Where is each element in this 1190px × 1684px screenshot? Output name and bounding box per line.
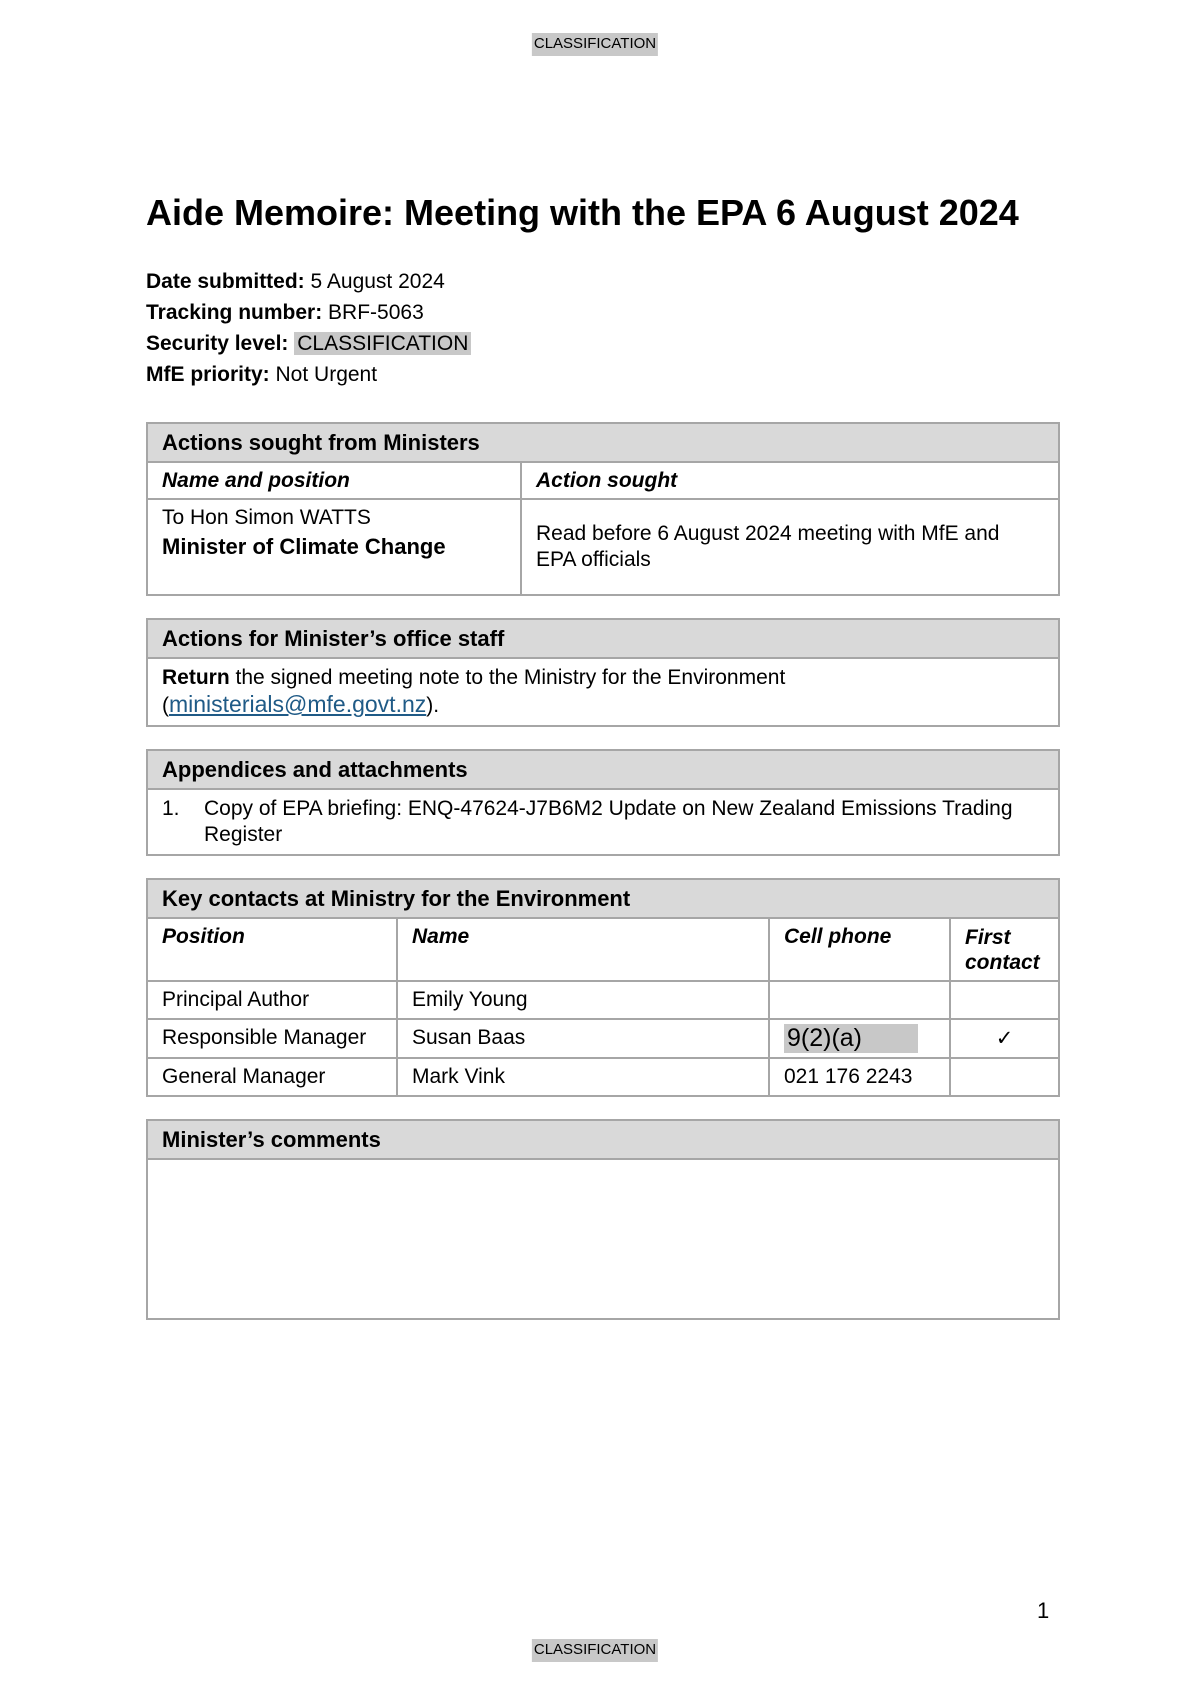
return-text: the signed meeting note to the Ministry for the Environment bbox=[229, 666, 786, 689]
appendix-number: 1. bbox=[162, 797, 180, 820]
page-number: 1 bbox=[1037, 1598, 1050, 1623]
office-staff-table bbox=[146, 618, 1060, 727]
actions-sought-heading: Actions sought from Ministers bbox=[147, 423, 1059, 462]
security-label: Security level: bbox=[146, 332, 289, 355]
col-action-sought: Action sought bbox=[521, 462, 1059, 499]
appendix-item bbox=[147, 789, 1059, 855]
classification-header: CLASSIFICATION bbox=[532, 33, 658, 56]
key-contacts-table bbox=[146, 878, 1060, 1097]
ministers-comments-table bbox=[146, 1119, 1060, 1320]
col-position: Position bbox=[147, 918, 397, 981]
date-value: 5 August 2024 bbox=[310, 270, 445, 293]
contact-name: Susan Baas bbox=[397, 1019, 769, 1058]
date-label: Date submitted: bbox=[146, 270, 305, 293]
classification-footer: CLASSIFICATION bbox=[532, 1639, 658, 1662]
page-title: Aide Memoire: Meeting with the EPA 6 August 2024 bbox=[146, 192, 1019, 233]
table-row bbox=[147, 1058, 1059, 1096]
memo-metadata bbox=[146, 266, 1060, 390]
first-contact-mark bbox=[950, 1058, 1059, 1096]
contact-name: Emily Young bbox=[397, 981, 769, 1019]
ministers-comments-heading: Minister’s comments bbox=[147, 1120, 1059, 1159]
addressee-position: Minister of Climate Change bbox=[162, 534, 446, 559]
contact-position: General Manager bbox=[147, 1058, 397, 1096]
col-first-contact: First contact bbox=[950, 918, 1059, 981]
priority-value: Not Urgent bbox=[275, 363, 378, 386]
addressee-cell bbox=[147, 499, 521, 595]
contact-phone-cell bbox=[769, 1019, 950, 1058]
contact-phone: 021 176 2243 bbox=[769, 1058, 950, 1096]
first-contact-mark bbox=[950, 981, 1059, 1019]
action-sought-text: Read before 6 August 2024 meeting with MfE and EPA officials bbox=[521, 499, 1059, 595]
ministers-comments-box[interactable] bbox=[147, 1159, 1059, 1319]
paren-close: ). bbox=[426, 694, 440, 717]
priority-label: MfE priority: bbox=[146, 363, 270, 386]
appendices-table bbox=[146, 749, 1060, 856]
tracking-value: BRF-5063 bbox=[328, 301, 424, 324]
return-keyword: Return bbox=[162, 666, 230, 689]
date-submitted-line bbox=[146, 266, 1060, 297]
document-body bbox=[146, 192, 1060, 1320]
ministerials-email-link[interactable]: ministerials@mfe.govt.nz bbox=[169, 691, 427, 717]
col-name: Name bbox=[397, 918, 769, 981]
col-name-position: Name and position bbox=[147, 462, 521, 499]
tracking-line bbox=[146, 297, 1060, 328]
office-staff-instruction bbox=[147, 658, 1059, 726]
key-contacts-heading: Key contacts at Ministry for the Environment bbox=[147, 879, 1059, 918]
paren-open: ( bbox=[162, 694, 169, 717]
contact-name: Mark Vink bbox=[397, 1058, 769, 1096]
contact-position: Responsible Manager bbox=[147, 1019, 397, 1058]
appendix-text: Copy of EPA briefing: ENQ-47624-J7B6M2 Update on New Zealand Emissions Trading Register bbox=[204, 797, 1013, 846]
contact-phone bbox=[769, 981, 950, 1019]
contact-phone-redacted: 9(2)(a) bbox=[784, 1024, 918, 1053]
col-cell-phone: Cell phone bbox=[769, 918, 950, 981]
table-row bbox=[147, 1019, 1059, 1058]
appendices-heading: Appendices and attachments bbox=[147, 750, 1059, 789]
table-row bbox=[147, 981, 1059, 1019]
contact-position: Principal Author bbox=[147, 981, 397, 1019]
security-value: CLASSIFICATION bbox=[294, 332, 471, 355]
tracking-label: Tracking number: bbox=[146, 301, 323, 324]
security-line bbox=[146, 328, 1060, 359]
addressee-name: To Hon Simon WATTS bbox=[162, 506, 371, 529]
actions-sought-table bbox=[146, 422, 1060, 596]
office-staff-heading: Actions for Minister’s office staff bbox=[147, 619, 1059, 658]
priority-line bbox=[146, 359, 1060, 390]
first-contact-check-icon: ✓ bbox=[950, 1019, 1059, 1058]
